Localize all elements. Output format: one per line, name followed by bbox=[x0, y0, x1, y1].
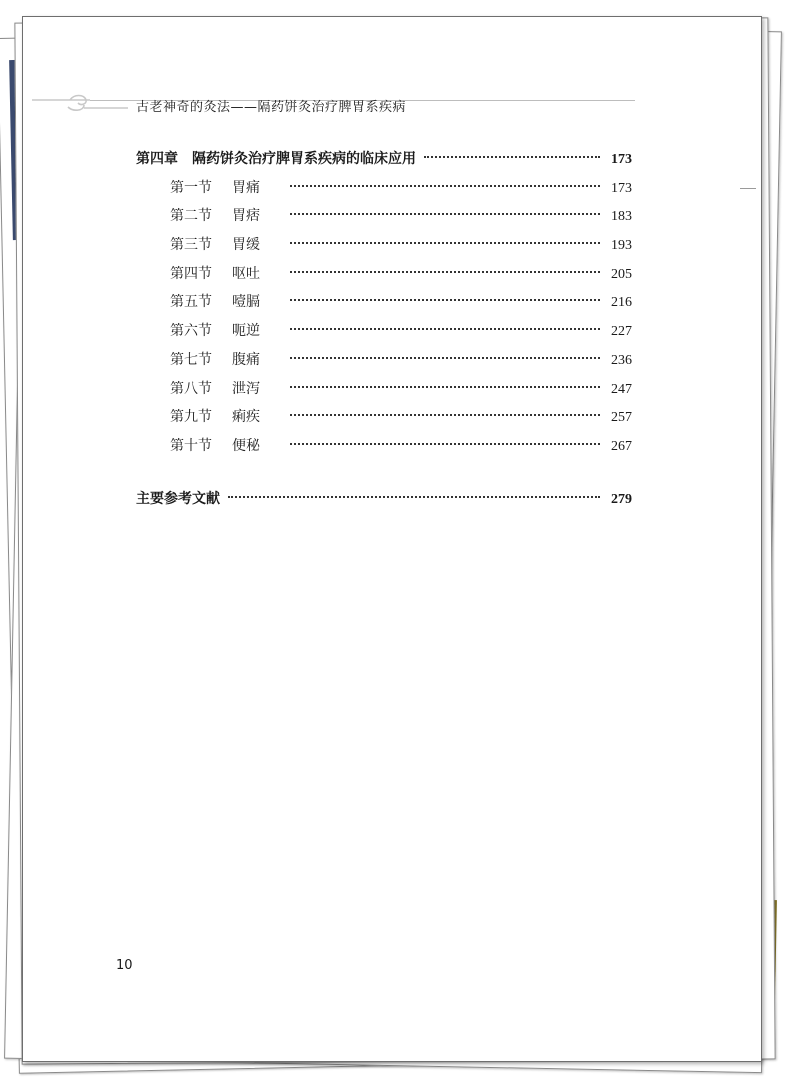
table-of-contents bbox=[136, 145, 632, 513]
page-number: 227 bbox=[611, 324, 632, 340]
section-title: 便秘 bbox=[232, 437, 260, 454]
section-title: 胃缓 bbox=[232, 237, 260, 254]
toc-spacer bbox=[136, 461, 632, 485]
toc-references-entry[interactable] bbox=[136, 485, 632, 514]
running-header: 古老神奇的灸法——隔药饼灸治疗脾胃系疾病 bbox=[136, 100, 407, 115]
page-number: 216 bbox=[611, 295, 632, 311]
page-number: 183 bbox=[611, 209, 632, 225]
toc-section-entry[interactable] bbox=[136, 375, 632, 404]
toc-section-entry[interactable] bbox=[136, 346, 632, 375]
dot-leader bbox=[228, 496, 600, 498]
section-label: 第八节 bbox=[170, 380, 212, 397]
dot-leader bbox=[290, 414, 600, 416]
dot-leader bbox=[290, 443, 600, 445]
section-label: 第九节 bbox=[170, 409, 212, 426]
section-title: 泄泻 bbox=[232, 380, 260, 397]
dot-leader bbox=[290, 328, 600, 330]
toc-section-entry[interactable] bbox=[136, 317, 632, 346]
page-number: 267 bbox=[611, 438, 632, 454]
section-title: 腹痛 bbox=[232, 351, 260, 368]
page-number: 173 bbox=[611, 152, 632, 167]
toc-chapter-entry[interactable] bbox=[136, 145, 632, 174]
dot-leader bbox=[290, 357, 600, 359]
section-label: 第二节 bbox=[170, 208, 212, 225]
page-number: 279 bbox=[611, 491, 632, 507]
toc-section-entry[interactable] bbox=[136, 288, 632, 317]
section-label: 第六节 bbox=[170, 323, 212, 340]
dot-leader bbox=[290, 299, 600, 301]
page-number: 173 bbox=[611, 180, 632, 196]
margin-mark bbox=[740, 188, 756, 189]
page-number: 236 bbox=[611, 352, 632, 368]
section-label: 第四节 bbox=[170, 265, 212, 282]
section-label: 第三节 bbox=[170, 237, 212, 254]
section-title: 呕吐 bbox=[232, 265, 260, 282]
references-title: 主要参考文献 bbox=[136, 490, 220, 507]
section-title: 胃痞 bbox=[232, 208, 260, 225]
page-number: 205 bbox=[611, 266, 632, 282]
dot-leader bbox=[290, 386, 600, 388]
dot-leader bbox=[424, 156, 600, 158]
cloud-ornament-icon bbox=[30, 86, 130, 116]
chapter-title: 隔药饼灸治疗脾胃系疾病的临床应用 bbox=[192, 151, 416, 167]
dot-leader bbox=[290, 213, 600, 215]
toc-section-entry[interactable] bbox=[136, 432, 632, 461]
section-label: 第五节 bbox=[170, 294, 212, 311]
section-label: 第一节 bbox=[170, 179, 212, 196]
dot-leader bbox=[290, 271, 600, 273]
section-title: 呃逆 bbox=[232, 323, 260, 340]
toc-section-entry[interactable] bbox=[136, 202, 632, 231]
page-number: 257 bbox=[611, 410, 632, 426]
toc-section-entry[interactable] bbox=[136, 174, 632, 203]
section-label: 第十节 bbox=[170, 437, 212, 454]
chapter-label: 第四章 bbox=[136, 151, 178, 167]
section-title: 痢疾 bbox=[232, 409, 260, 426]
page-folio: 10 bbox=[116, 958, 133, 973]
section-title: 胃痛 bbox=[232, 179, 260, 196]
toc-section-entry[interactable] bbox=[136, 260, 632, 289]
toc-section-entry[interactable] bbox=[136, 231, 632, 260]
section-title: 噎膈 bbox=[232, 294, 260, 311]
page-number: 247 bbox=[611, 381, 632, 397]
dot-leader bbox=[290, 185, 600, 187]
page-number: 193 bbox=[611, 238, 632, 254]
dot-leader bbox=[290, 242, 600, 244]
section-label: 第七节 bbox=[170, 351, 212, 368]
toc-section-entry[interactable] bbox=[136, 403, 632, 432]
